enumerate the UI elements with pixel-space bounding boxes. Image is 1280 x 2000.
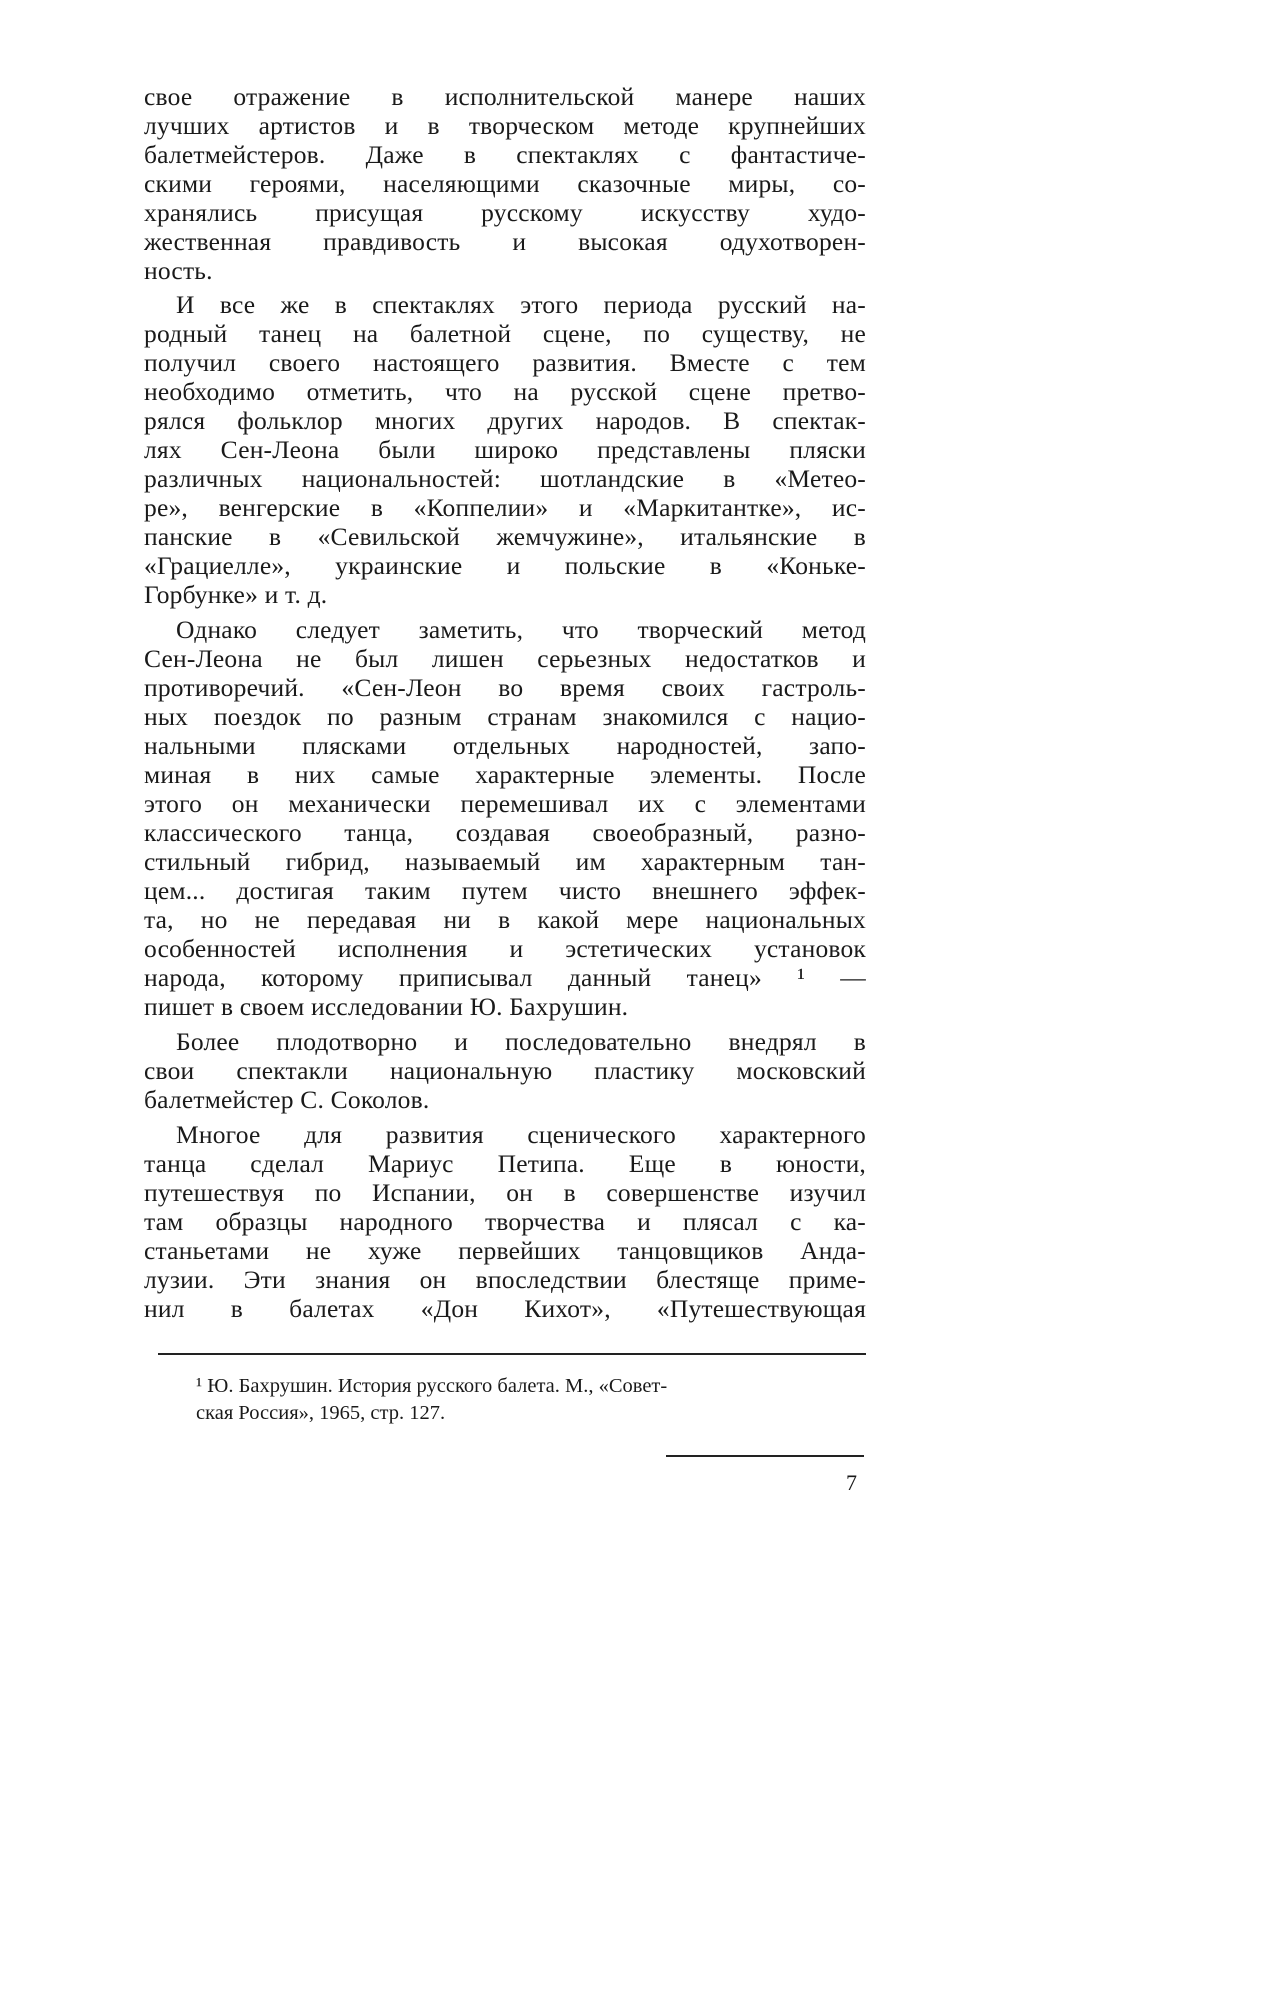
text-line: нальными плясками отдельных народностей, запо- (144, 731, 866, 760)
text-line: свои спектакли национальную пластику московский (144, 1056, 866, 1085)
text-line: путешествуя по Испании, он в совершенстве изучил (144, 1178, 866, 1207)
text-line: ность. (144, 256, 213, 285)
text-line: хранялись присущая русскому искусству худо- (144, 198, 866, 227)
text-line: Более плодотворно и последовательно внедрял в (176, 1027, 866, 1056)
text-line: лузии. Эти знания он впоследствии блестяще приме- (144, 1265, 866, 1294)
text-line: народа, которому приписывал данный танец» ¹ — (144, 963, 866, 992)
footnote-line: ская Россия», 1965, стр. 127. (196, 1402, 446, 1424)
page-number: 7 (846, 1470, 857, 1495)
text-line: ных поездок по разным странам знакомился с нацио- (144, 702, 866, 731)
text-line: балетмейстеров. Даже в спектаклях с фантастиче- (144, 140, 866, 169)
footnote-divider (158, 1353, 866, 1355)
text-line: Однако следует заметить, что творческий метод (176, 615, 866, 644)
text-line: стильный гибрид, называемый им характерным тан- (144, 847, 866, 876)
text-line: родный танец на балетной сцене, по существу, не (144, 319, 866, 348)
text-line: рялся фольклор многих других народов. В спектак- (144, 406, 866, 435)
text-line: И все же в спектаклях этого периода русский на- (176, 290, 866, 319)
text-line: получил своего настоящего развития. Вместе с тем (144, 348, 866, 377)
text-line: цем... достигая таким путем чисто внешнего эффек- (144, 876, 866, 905)
text-line: жественная правдивость и высокая одухотворен- (144, 227, 866, 256)
text-line: различных национальностей: шотландские в «Метео- (144, 464, 866, 493)
text-line: особенностей исполнения и эстетических установок (144, 934, 866, 963)
text-line: нил в балетах «Дон Кихот», «Путешествующая (144, 1294, 866, 1323)
text-line: пишет в своем исследовании Ю. Бахрушин. (144, 992, 629, 1021)
text-line: «Грациелле», украинские и польские в «Коньке- (144, 551, 866, 580)
text-line: миная в них самые характерные элементы. После (144, 760, 866, 789)
text-line: классического танца, создавая своеобразный, разно- (144, 818, 866, 847)
text-line: необходимо отметить, что на русской сцене претво- (144, 377, 866, 406)
text-line: Многое для развития сценического характерного (176, 1120, 866, 1149)
text-line: скими героями, населяющими сказочные миры, со- (144, 169, 866, 198)
text-line: балетмейстер С. Соколов. (144, 1085, 430, 1114)
text-line: там образцы народного творчества и плясал с ка- (144, 1207, 866, 1236)
text-line: лях Сен-Леона были широко представлены пляски (144, 435, 866, 464)
text-line: свое отражение в исполнительской манере наших (144, 82, 866, 111)
text-line: Горбунке» и т. д. (144, 580, 328, 609)
text-line: этого он механически перемешивал их с элементами (144, 789, 866, 818)
text-line: станьетами не хуже первейших танцовщиков Анда- (144, 1236, 866, 1265)
page-number-rule (666, 1455, 864, 1457)
text-line: ре», венгерские в «Коппелии» и «Маркитантке», ис- (144, 493, 866, 522)
text-line: та, но не передавая ни в какой мере национальных (144, 905, 866, 934)
text-line: лучших артистов и в творческом методе крупнейших (144, 111, 866, 140)
footnote-line: ¹ Ю. Бахрушин. История русского балета. М., «Совет- (196, 1375, 668, 1397)
text-line: танца сделал Мариус Петипа. Еще в юности, (144, 1149, 866, 1178)
text-line: панские в «Севильской жемчужине», итальянские в (144, 522, 866, 551)
text-line: противоречий. «Сен-Леон во время своих гастроль- (144, 673, 866, 702)
text-line: Сен-Леона не был лишен серьезных недостатков и (144, 644, 866, 673)
